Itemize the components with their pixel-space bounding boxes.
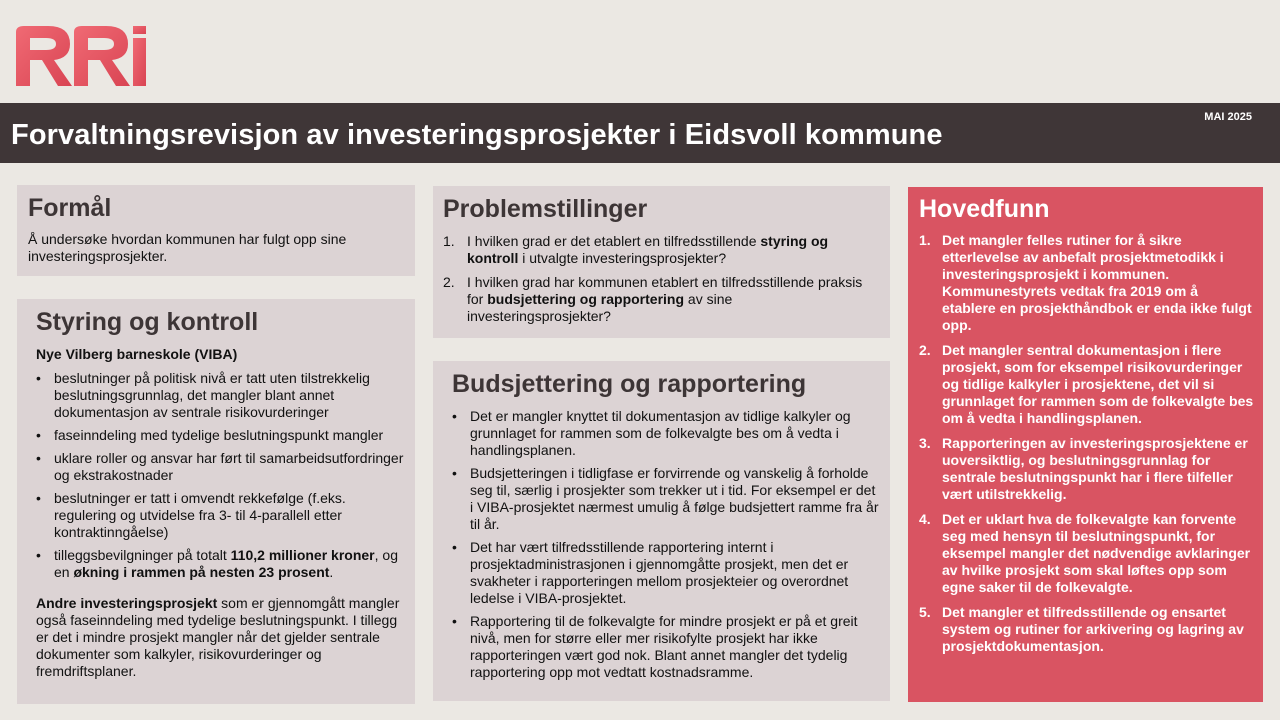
purpose-panel xyxy=(17,185,415,276)
title-bar xyxy=(0,103,1280,163)
report-title: Forvaltningsrevisjon av investeringsprosjekter i Eidsvoll kommune xyxy=(11,119,943,151)
list-item: • Budsjetteringen i tidligfase er forvirrende og vanskelig å forholde seg til, særlig i prosjekter som trekker ut i tid. For eksempel er det i VIBA-prosjektet nærmest umulig å følge budsjettert ramme fra år til år. xyxy=(452,465,880,533)
finding-text: Det mangler et tilfredsstillende og ensartet system og rutiner for arkivering og lagring av prosjektdokumentasjon. xyxy=(942,603,1244,654)
emphasis-amount: 110,2 millioner kroner xyxy=(230,546,375,563)
governance-heading: Styring og kontroll xyxy=(36,308,259,336)
item-number: 1. xyxy=(443,232,455,249)
governance-bullet-list xyxy=(36,370,405,581)
budgeting-panel xyxy=(433,361,890,701)
text-segment: i utvalgte investeringsprosjekter? xyxy=(518,249,727,266)
main-findings-heading: Hovedfunn xyxy=(919,195,1050,223)
report-date: MAI 2025 xyxy=(1204,111,1252,123)
list-item: • beslutninger på politisk nivå er tatt uten tilstrekkelig beslutningsgrunnlag, det mangler blant annet dokumentasjon av sentrale risikovurderinger xyxy=(36,370,405,421)
purpose-text: Å undersøke hvordan kommunen har fulgt opp sine investeringsprosjekter. xyxy=(28,230,347,264)
governance-subheading: Nye Vilberg barneskole (VIBA) xyxy=(36,345,238,362)
budgeting-bullet-list xyxy=(452,408,880,681)
text-segment: som er gjennomgått mangler også faseinndeling med tydelige beslutningspunkt. I tillegg er det i mindre prosjekt mangler når det gjelder sentrale dokumenter som kalkyler, risikovurderinger og fremdriftsplaner. xyxy=(36,594,400,679)
item-number: 2. xyxy=(919,341,931,358)
purpose-heading: Formål xyxy=(28,194,112,222)
item-number: 4. xyxy=(919,510,931,527)
text-segment: , og en xyxy=(54,546,398,580)
governance-panel xyxy=(17,299,415,704)
emphasis-other-projects: Andre investeringsprosjekt xyxy=(36,594,218,611)
list-item xyxy=(36,547,405,581)
list-item xyxy=(919,511,1255,596)
item-number: 3. xyxy=(919,434,931,451)
finding-text: Rapporteringen av investeringsprosjektene er uoversiktlig, og beslutningsgrunnlag for sentrale beslutningspunkt har i flere tilfeller vært utilstrekkelig. xyxy=(942,434,1248,502)
finding-text: Det mangler sentral dokumentasjon i flere prosjekt, som for eksempel risikovurderinger og tidlige kalkyler i prosjektene, det vil si grunnlaget for rammen som de folkevalgte bes om å vedta i handlingsplanen. xyxy=(942,341,1254,426)
list-item xyxy=(919,342,1255,427)
other-projects-paragraph xyxy=(36,595,405,680)
text-segment: I hvilken grad har kommunen etablert en tilfredsstillende praksis for xyxy=(467,273,863,307)
list-item: • uklare roller og ansvar har ført til samarbeidsutfordringer og ekstrakostnader xyxy=(36,450,405,484)
list-item: • Det er mangler knyttet til dokumentasjon av tidlige kalkyler og grunnlaget for rammen som de folkevalgte bes om å vedta i handlingsplanen. xyxy=(452,408,880,459)
emphasis-increase: økning i rammen på nesten 23 prosent xyxy=(73,563,330,580)
list-item xyxy=(919,604,1255,655)
text-segment: av sine investeringsprosjekter? xyxy=(467,290,733,324)
emphasis: styring og kontroll xyxy=(467,232,829,266)
item-number: 5. xyxy=(919,603,931,620)
item-number: 2. xyxy=(443,273,455,290)
main-findings-list xyxy=(919,232,1255,655)
list-item: • beslutninger er tatt i omvendt rekkefølge (f.eks. regulering og utvidelse fra 3- til 4-parallell etter kontraktinngåelse) xyxy=(36,490,405,541)
finding-text: Det mangler felles rutiner for å sikre etterlevelse av anbefalt prosjektmetodikk i investeringsprosjekt i kommunen. Kommunestyrets vedtak fra 2019 om å etablere en prosjekthåndbok er enda ikke fulgt opp. xyxy=(942,231,1252,333)
item-number: 1. xyxy=(919,231,931,248)
emphasis: budsjettering og rapportering xyxy=(487,290,685,307)
list-item xyxy=(919,435,1255,503)
list-item: • Det har vært tilfredsstillende rapportering internt i prosjektadministrasjonen i gjennomgåtte prosjekt, men det er svakheter i rapporteringen mellom prosjekteier og overordnet ledelse i VIBA-prosjektet. xyxy=(452,539,880,607)
main-findings-panel xyxy=(908,187,1263,702)
rri-logo xyxy=(14,24,150,88)
text-segment: I hvilken grad er det etablert en tilfredsstillende xyxy=(467,232,761,249)
list-item: • faseinndeling med tydelige beslutningspunkt mangler xyxy=(36,427,405,444)
research-questions-panel xyxy=(433,186,890,338)
list-item: • Rapportering til de folkevalgte for mindre prosjekt er på et greit nivå, men for større eller mer risikofylte prosjekt har ikke rapporteringen vært god nok. Blant annet mangler det tydelig rapportering opp mot vedtatt kostnadsramme. xyxy=(452,613,880,681)
budgeting-heading: Budsjettering og rapportering xyxy=(452,370,807,398)
list-item xyxy=(443,233,880,267)
list-item xyxy=(919,232,1255,334)
list-item xyxy=(443,274,880,325)
text-segment: tilleggsbevilgninger på totalt xyxy=(54,546,231,563)
research-questions-list xyxy=(443,233,880,325)
text-segment: . xyxy=(329,563,334,580)
finding-text: Det er uklart hva de folkevalgte kan forvente seg med hensyn til beslutningspunkt, for eksempel mangler det nødvendige avklaringer av hvilke prosjekt som skal løftes opp som egne saker til de folkevalgte. xyxy=(942,510,1251,595)
research-questions-heading: Problemstillinger xyxy=(443,195,648,223)
